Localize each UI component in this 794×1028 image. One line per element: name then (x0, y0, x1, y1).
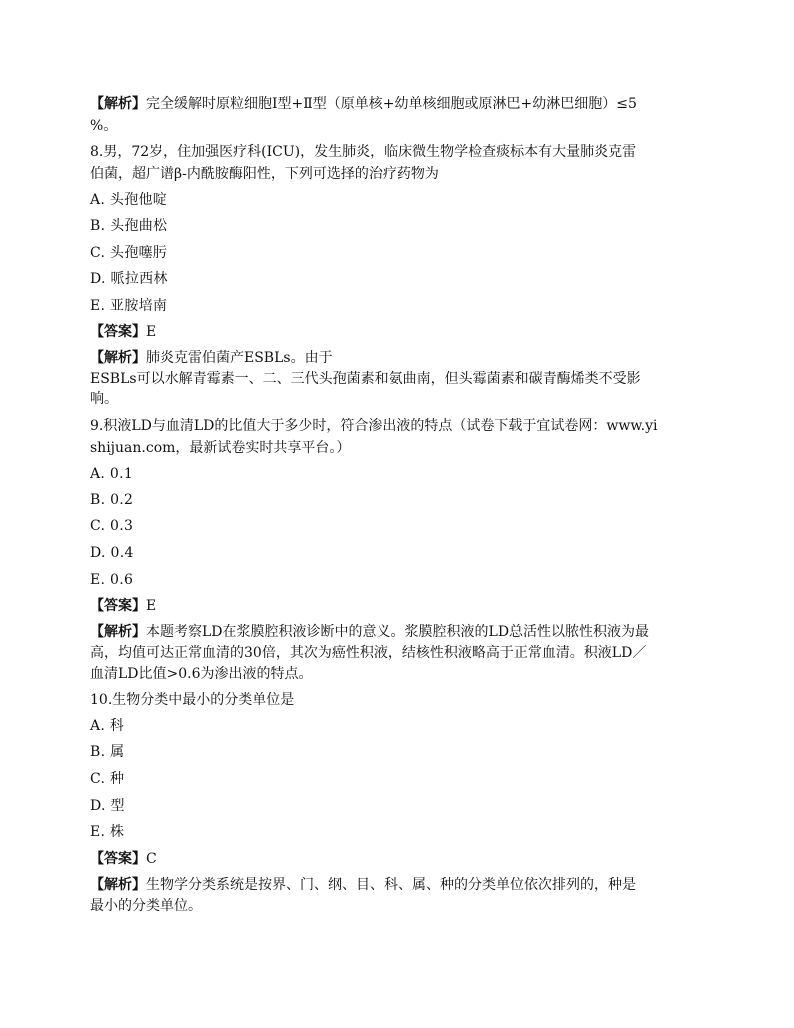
q8-option-c: C. 头孢噻肟 (90, 245, 168, 261)
prev-analysis-line-1 (90, 94, 637, 114)
analysis-tag: 【解析】 (90, 350, 146, 366)
analysis-tag: 【解析】 (90, 877, 146, 893)
q8-option-e: E. 亚胺培南 (90, 298, 168, 314)
q8-option-d: D. 哌拉西林 (90, 271, 168, 287)
q10-answer (90, 849, 157, 869)
q8-answer (90, 322, 156, 342)
q9-analysis-line-2: 高，均值可达正常血清的30倍，其次为癌性积液，结核性积液略高于正常血清。积液LD／ (90, 645, 647, 661)
answer-tag: 【答案】 (90, 598, 146, 614)
q9-option-d: D. 0.4 (90, 545, 134, 561)
q8-analysis-line-1 (90, 348, 333, 368)
analysis-text: 完全缓解时原粒细胞Ⅰ型+Ⅱ型（原单核+幼单核细胞或原淋巴+幼淋巴细胞）≤5 (146, 96, 637, 112)
analysis-text: 肺炎克雷伯菌产ESBLs。由于 (146, 350, 333, 366)
q9-analysis-line-1 (90, 622, 649, 642)
analysis-text: 生物学分类系统是按界、门、纲、目、科、属、种的分类单位依次排列的，种是 (146, 877, 636, 893)
q9-option-c: C. 0.3 (90, 518, 134, 534)
q9-analysis-line-3: 血清LD比值>0.6为渗出液的特点。 (90, 666, 313, 682)
answer-tag: 【答案】 (90, 851, 146, 867)
q8-analysis-line-2: ESBLs可以水解青霉素一、二、三代头孢菌素和氨曲南，但头霉菌素和碳青酶烯类不受影 (90, 371, 641, 387)
answer-value: E (146, 324, 157, 340)
q9-answer (90, 596, 156, 616)
q9-option-a: A. 0.1 (90, 466, 134, 482)
analysis-tag: 【解析】 (90, 624, 146, 640)
answer-tag: 【答案】 (90, 324, 146, 340)
q8-analysis-line-3: 响。 (90, 391, 118, 407)
q10-option-d: D. 型 (90, 798, 125, 814)
q10-analysis-line-1 (90, 875, 636, 895)
q8-option-b: B. 头孢曲松 (90, 218, 168, 234)
answer-value: E (146, 598, 157, 614)
analysis-text: 本题考察LD在浆膜腔积液诊断中的意义。浆膜腔积液的LD总活性以脓性积液为最 (146, 624, 650, 640)
q9-option-b: B. 0.2 (90, 492, 134, 508)
question-10-stem: 10.生物分类中最小的分类单位是 (90, 692, 295, 708)
q10-analysis-line-2: 最小的分类单位。 (90, 898, 202, 914)
analysis-tag: 【解析】 (90, 96, 146, 112)
q9-option-e: E. 0.6 (90, 572, 134, 588)
prev-analysis-line-2: %。 (90, 118, 118, 134)
question-8-stem-line-1: 8.男，72岁，住加强医疗科(ICU)，发生肺炎，临床微生物学检查痰标本有大量肺炎克雷 (90, 144, 637, 160)
question-9-stem-line-1: 9.积液LD与血清LD的比值大于多少时，符合渗出液的特点（试卷下载于宜试卷网：www.yi (90, 418, 658, 434)
q10-option-c: C. 种 (90, 771, 125, 787)
q8-option-a: A. 头孢他啶 (90, 192, 168, 208)
q10-option-b: B. 属 (90, 744, 125, 760)
question-8-stem-line-2: 伯菌，超广谱β-内酰胺酶阳性，下列可选择的治疗药物为 (90, 166, 439, 182)
q10-option-e: E. 株 (90, 824, 125, 840)
answer-value: C (146, 851, 157, 867)
q10-option-a: A. 科 (90, 718, 125, 734)
question-9-stem-line-2: shijuan.com，最新试卷实时共享平台。） (90, 440, 351, 456)
